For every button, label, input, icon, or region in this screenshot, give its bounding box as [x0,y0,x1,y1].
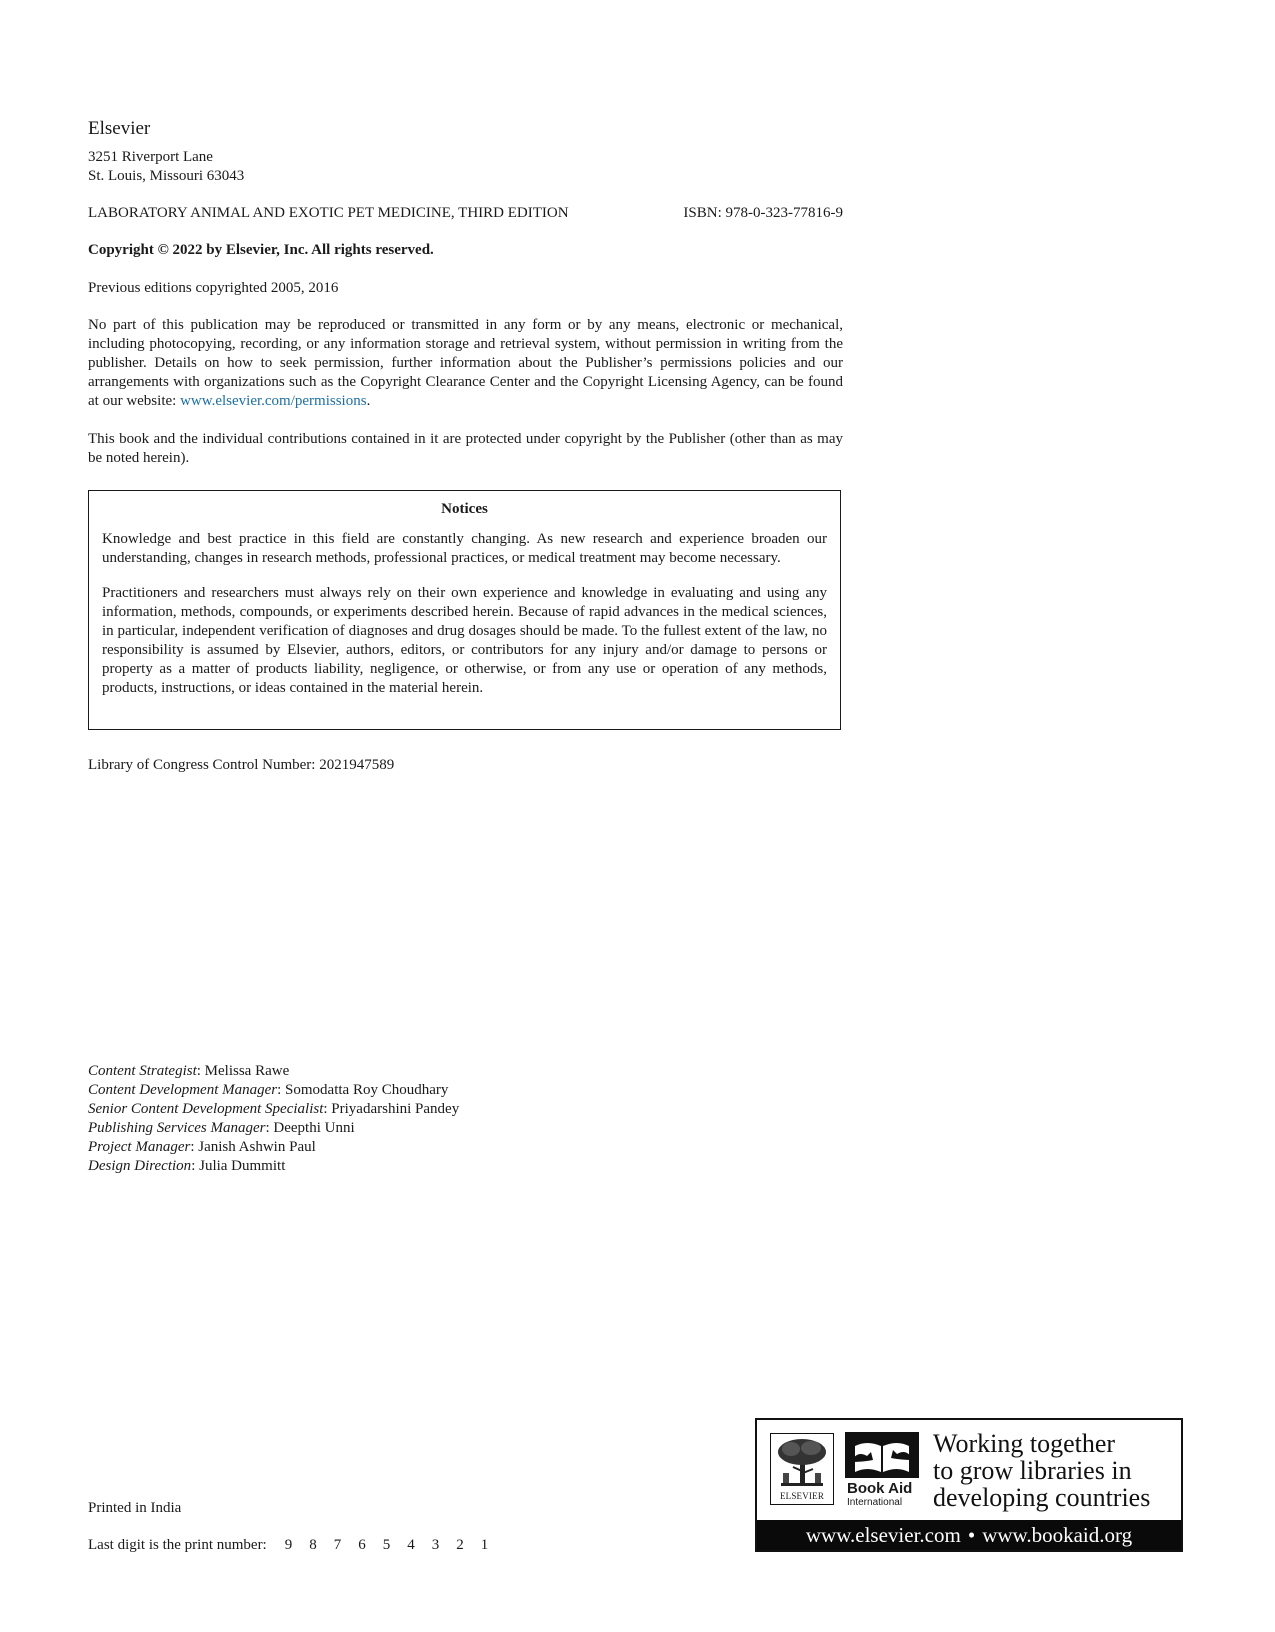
elsevier-url[interactable]: www.elsevier.com [805,1523,961,1547]
bullet-separator: • [967,1523,976,1547]
print-digit: 7 [333,1537,342,1553]
lccn: Library of Congress Control Number: 2021947589 [88,757,395,773]
print-digit: 9 [284,1537,293,1553]
print-digit: 5 [382,1537,391,1553]
elsevier-tree-icon [775,1437,829,1489]
publisher-address [88,148,244,185]
protection-paragraph: This book and the individual contributions contained in it are protected under copyright by the Publisher (other than as may be noted herein). [88,431,843,466]
permissions-period: . [366,393,371,409]
credit-role: Content Development Manager [88,1082,278,1098]
credit-role: Senior Content Development Specialist [88,1101,324,1117]
print-digits [285,1537,506,1554]
slogan-line-2: to grow libraries in [933,1456,1132,1485]
notices-title: Notices [441,501,488,517]
print-digit: 1 [480,1537,489,1553]
bookaid-url[interactable]: www.bookaid.org [982,1523,1133,1547]
notices-box [88,490,841,730]
credit-name: : Priyadarshini Pandey [323,1101,460,1117]
credit-name: : Somodatta Roy Choudhary [277,1082,449,1098]
print-digit: 2 [456,1537,464,1553]
credit-role: Content Strategist [88,1063,197,1079]
print-digit: 3 [431,1537,440,1553]
credit-line [88,1062,459,1081]
print-number-label: Last digit is the print number: [88,1537,267,1553]
address-line-2: St. Louis, Missouri 63043 [88,167,245,184]
credit-name: : Deepthi Unni [265,1120,355,1136]
book-aid-banner [755,1418,1183,1552]
book-title: LABORATORY ANIMAL AND EXOTIC PET MEDICINE, THIRD EDITION [88,205,569,221]
book-aid-logo [845,1432,921,1512]
elsevier-logo-text: ELSEVIER [779,1491,825,1501]
credit-line [88,1119,459,1138]
banner-url-bar [757,1520,1181,1550]
publisher-name: Elsevier [88,118,151,139]
credit-role: Publishing Services Manager [88,1120,266,1136]
banner-logos [757,1420,1181,1520]
elsevier-logo [770,1433,834,1505]
notices-paragraph-1: Knowledge and best practice in this field are constantly changing. As new research and experience broaden our understanding, changes in research methods, professional practices, or medical treatment may become necessary. [102,531,827,566]
copyright-notice: Copyright © 2022 by Elsevier, Inc. All rights reserved. [88,242,434,258]
print-digit: 4 [407,1537,415,1553]
book-aid-subtitle: International [847,1497,903,1508]
credit-name: : Melissa Rawe [196,1063,290,1079]
permissions-link[interactable]: www.elsevier.com/permissions [180,393,367,409]
credit-line [88,1138,459,1157]
slogan-line-3: developing countries [933,1483,1151,1512]
notices-paragraph-2: Practitioners and researchers must always rely on their own experience and knowledge in evaluating and using any information, methods, compounds, or experiments described herein. Because of rapid advances in the medical sciences, in particular, independent verification of diagnoses and drug dosages should be made. To the fullest extent of the law, no responsibility is assumed by Elsevier, authors, editors, or contributors for any injury and/or damage to persons or property as a matter of products liability, negligence, or otherwise, or from any use or operation of any methods, products, instructions, or ideas contained in the material herein. [102,585,827,696]
book-aid-name: Book Aid [847,1480,913,1497]
permissions-paragraph [88,316,843,411]
credit-name: : Julia Dummitt [191,1158,286,1174]
previous-editions: Previous editions copyrighted 2005, 2016 [88,280,339,296]
printed-in: Printed in India [88,1500,182,1516]
credits-list [88,1062,459,1176]
credit-line [88,1081,459,1100]
address-line-1: 3251 Riverport Lane [88,149,213,165]
credit-role: Design Direction [88,1158,192,1174]
credit-name: : Janish Ashwin Paul [190,1139,316,1155]
print-digit: 8 [309,1537,317,1553]
slogan-line-1: Working together [933,1429,1116,1458]
print-number-line [88,1537,505,1554]
print-digit: 6 [358,1537,366,1553]
credit-line [88,1100,459,1119]
book-hands-icon [845,1432,919,1478]
isbn: ISBN: 978-0-323-77816-9 [683,205,843,221]
title-isbn-line [88,205,843,222]
permissions-text: No part of this publication may be reproduced or transmitted in any form or by any means, electronic or mechanical, including photocopying, recording, or any information storage and retrieval system, without permission in writing from the publisher. Details on how to seek permission, further information about the Publisher’s permissions policies and our arrangements with organizations such as the Copyright Clearance Center and the Copyright Licensing Agency, can be found at our website: [88,317,843,409]
banner-slogan [933,1430,1150,1511]
credit-line [88,1157,459,1176]
credit-role: Project Manager [88,1139,191,1155]
